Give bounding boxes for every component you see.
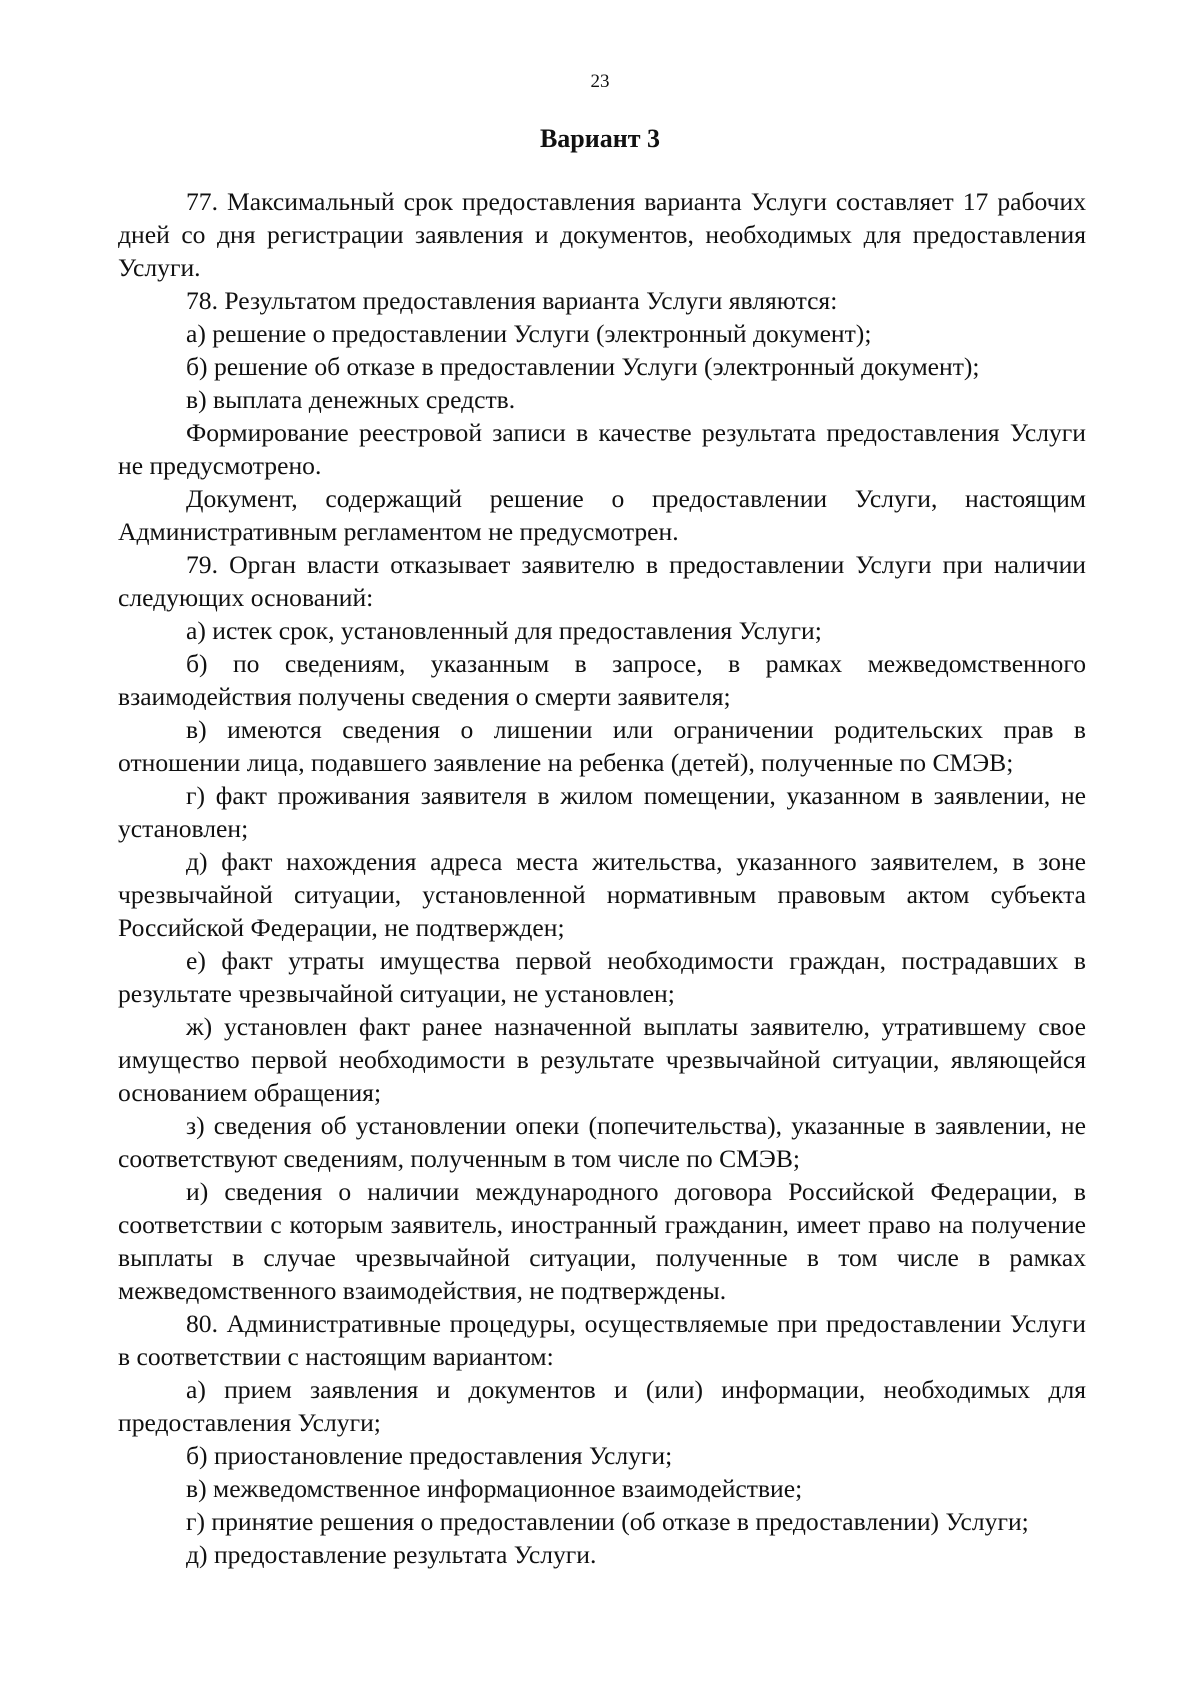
list-item-80-a: а) прием заявления и документов и (или) информации, необходимых для предоставления Услуги; — [118, 1375, 1086, 1437]
list-item-80-d: д) предоставление результата Услуги. — [186, 1540, 597, 1569]
paragraph-80: 80. Административные процедуры, осуществляемые при предоставлении Услуги в соответствии с настоящим вариантом: — [118, 1309, 1086, 1371]
paragraph-decision-document: Документ, содержащий решение о предоставлении Услуги, настоящим Административным регламентом не предусмотрен. — [118, 484, 1086, 546]
list-item-80-b: б) приостановление предоставления Услуги; — [186, 1441, 673, 1470]
paragraph-registry-record: Формирование реестровой записи в качестве результата предоставления Услуги не предусмотрено. — [118, 418, 1086, 480]
list-item-79-zh: ж) установлен факт ранее назначенной выплаты заявителю, утратившему свое имущество первой необходимости в результате чрезвычайной ситуации, являющейся основанием обращения; — [118, 1012, 1086, 1107]
list-item-79-g: г) факт проживания заявителя в жилом помещении, указанном в заявлении, не установлен; — [118, 781, 1086, 843]
list-item-79-a: а) истек срок, установленный для предоставления Услуги; — [186, 616, 822, 645]
list-item-78-a: а) решение о предоставлении Услуги (электронный документ); — [186, 319, 872, 348]
list-item-80-v: в) межведомственное информационное взаимодействие; — [186, 1474, 803, 1503]
list-item-79-e: е) факт утраты имущества первой необходимости граждан, пострадавших в результате чрезвычайной ситуации, не установлен; — [118, 946, 1086, 1008]
paragraph-78: 78. Результатом предоставления варианта Услуги являются: — [186, 286, 838, 315]
list-item-78-v: в) выплата денежных средств. — [186, 385, 516, 414]
paragraph-77: 77. Максимальный срок предоставления варианта Услуги составляет 17 рабочих дней со дня регистрации заявления и документов, необходимых для предоставления Услуги. — [118, 187, 1086, 282]
list-item-78-b: б) решение об отказе в предоставлении Услуги (электронный документ); — [186, 352, 980, 381]
list-item-79-v: в) имеются сведения о лишении или ограничении родительских прав в отношении лица, подавшего заявление на ребенка (детей), полученные по СМЭВ; — [118, 715, 1086, 777]
list-item-79-b: б) по сведениям, указанным в запросе, в рамках межведомственного взаимодействия получены сведения о смерти заявителя; — [118, 649, 1086, 711]
list-item-79-i: и) сведения о наличии международного договора Российской Федерации, в соответствии с которым заявитель, иностранный гражданин, имеет право на получение выплаты в случае чрезвычайной ситуации, полученные в том числе в рамках межведомственного взаимодействия, не подтверждены. — [118, 1177, 1086, 1305]
page-number: 23 — [590, 71, 610, 92]
paragraph-79: 79. Орган власти отказывает заявителю в предоставлении Услуги при наличии следующих оснований: — [118, 550, 1086, 612]
document-body — [118, 185, 1086, 1571]
section-heading: Вариант 3 — [539, 124, 661, 153]
list-item-79-d: д) факт нахождения адреса места жительства, указанного заявителем, в зоне чрезвычайной ситуации, установленной нормативным правовым актом субъекта Российской Федерации, не подтвержден; — [118, 847, 1086, 942]
list-item-79-z: з) сведения об установлении опеки (попечительства), указанные в заявлении, не соответствуют сведениям, полученным в том числе по СМЭВ; — [118, 1111, 1086, 1173]
list-item-80-g: г) принятие решения о предоставлении (об отказе в предоставлении) Услуги; — [186, 1507, 1029, 1536]
